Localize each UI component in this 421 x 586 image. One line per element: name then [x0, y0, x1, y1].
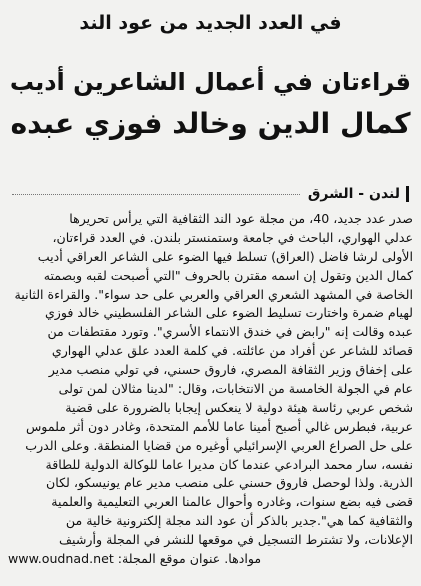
body-line: شخص عربي رئاسة هيئة دولية لا ينعكس إيجابا بالضرورة على قضية: [65, 399, 413, 415]
body-line: عربية، فبطرس غالي أصبح أمينا عاما للأمم المتحدة، وغادر دون أثر ملموس: [25, 418, 413, 434]
body-line: عدلي الهواري، الباحث في جامعة وستمنستر بلندن. في العدد قراءتان،: [52, 229, 413, 245]
article-body: [8, 210, 413, 569]
body-line: كمال الدين وتقول إن اسمه مقترن بالحروف "التي أصبحت لقبه وبصمته: [43, 267, 413, 283]
body-line: عبده وقالت إنه "رابض في خندق الانتماء الأسري". وتورد مقتطفات من: [47, 324, 413, 340]
article-kicker: في العدد الجديد من عود الند: [79, 12, 342, 34]
body-line: نفسه، سار محمد البرادعي عندما كان مديرا عاما للوكالة الدولية للطاقة: [45, 456, 413, 472]
headline-line-2: كمال الدين وخالد فوزي عبده: [10, 107, 411, 140]
body-line: الأولى لرشا فاضل (العراق) تسلط فيها الضوء على الشاعر العراقي أديب: [37, 248, 413, 264]
byline: لندن - الشرق: [307, 186, 400, 202]
body-line: الخاصة في المشهد الشعري العراقي والعربي على حد سواء". والقراءة الثانية: [14, 286, 413, 302]
body-line: عام في الجولة الخامسة من الانتخابات، وقال: "لدينا مثالان لمن تولى: [58, 381, 413, 397]
body-line: الإعلانات، ولا تشترط التسجيل في موقعها للنشر في المجلة وأرشيف: [59, 532, 413, 548]
body-line: قضى فيه بضع سنوات، وغادره وأحوال عالمنا العربي التعليمية والعلمية: [51, 494, 413, 510]
headline-line-1: قراءتان في أعمال الشاعرين أديب: [9, 68, 411, 96]
body-line-website: موادها. عنوان موقع المجلة: www.oudnad.net: [8, 551, 262, 567]
body-line: لهيام ضمرة واختارت تسليط الضوء على الشاعر الفلسطيني خالد فوزي: [44, 305, 413, 321]
body-line: صدر عدد جديد، 40، من مجلة عود الند الثقافية التي يرأس تحريرها: [69, 211, 413, 226]
body-line: على حل الصراع العربي الإسرائيلي أوغيره من قضايا المنطقة. وعلى الدرب: [25, 437, 413, 453]
body-line: الذرية. ولذا لوحصل فاروق حسني على منصب مدير عام يونيسكو، لكان: [46, 475, 413, 491]
byline-row: [12, 183, 409, 205]
body-line: على إخفاق وزير الثقافة المصري، فاروق حسني، في تولي منصب مدير: [48, 362, 413, 378]
body-line: قصائد للشاعر عن أفراد من عائلته. في كلمة العدد علق عدلي الهواري: [51, 343, 413, 359]
body-line: والثقافية كما هي".جدير بالذكر أن عود الند مجلة إلكترونية خالية من: [65, 513, 413, 529]
byline-marker: [406, 186, 409, 202]
byline-rule: [12, 194, 300, 195]
